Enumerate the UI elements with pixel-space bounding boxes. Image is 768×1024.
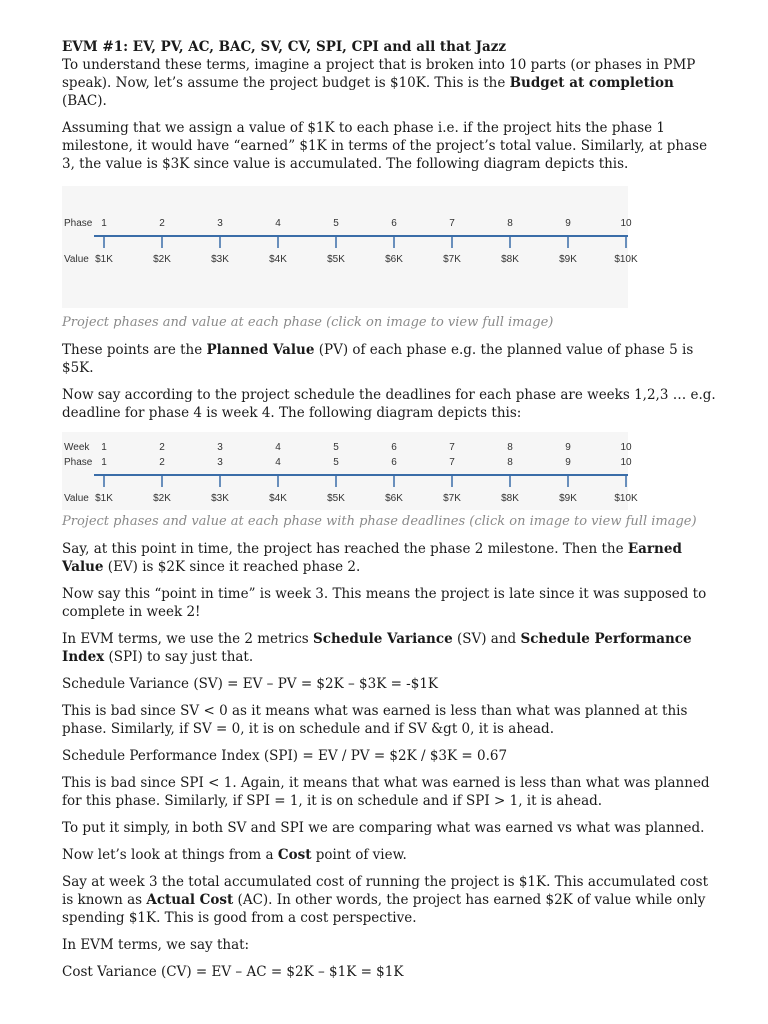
phase-number: 9 bbox=[565, 457, 571, 468]
phase-value: $6K bbox=[385, 254, 403, 265]
phase-value: $5K bbox=[327, 254, 345, 265]
phase-value: $8K bbox=[501, 254, 519, 265]
document-page bbox=[62, 38, 722, 981]
pv-paragraph bbox=[62, 341, 722, 377]
intro-line-2-post: (BAC). bbox=[62, 93, 107, 109]
pv-post: (PV) of each phase e.g. the planned value of phase 5 is $5K. bbox=[62, 342, 694, 376]
phase-number: 10 bbox=[620, 218, 632, 229]
cost-post: point of view. bbox=[311, 847, 407, 863]
ac-pre: Say at week 3 the total accumulated cost of running the project is $1K. This accumulated cost is known as bbox=[62, 874, 709, 908]
week-number: 7 bbox=[449, 442, 455, 453]
phase-value: $4K bbox=[269, 493, 287, 504]
cost-paragraph bbox=[62, 846, 722, 864]
cost-term: Cost bbox=[277, 847, 312, 863]
phase-number: 2 bbox=[159, 218, 165, 229]
phase-number: 4 bbox=[275, 457, 281, 468]
phase-number: 8 bbox=[507, 457, 513, 468]
metrics-paragraph bbox=[62, 630, 722, 666]
week-number: 3 bbox=[217, 442, 223, 453]
phase-number: 8 bbox=[507, 218, 513, 229]
week-number: 10 bbox=[620, 442, 632, 453]
phase-value: $1K bbox=[95, 254, 113, 265]
intro-line-1: To understand these terms, imagine a project that is broken into 10 parts (or phases in PMP speak). bbox=[62, 57, 696, 91]
phase-deadline-svg bbox=[62, 432, 638, 510]
phase-value: $3K bbox=[211, 254, 229, 265]
intro-paragraph bbox=[62, 56, 722, 110]
metrics-post: (SPI) to say just that. bbox=[104, 649, 254, 665]
phase-value-diagram[interactable] bbox=[62, 186, 638, 308]
phase-number: 5 bbox=[333, 457, 339, 468]
evm-say-paragraph: In EVM terms, we say that: bbox=[62, 937, 250, 953]
bac-term: Budget at completion bbox=[509, 75, 674, 91]
phase-number: 3 bbox=[217, 457, 223, 468]
week-number: 1 bbox=[101, 442, 107, 453]
phase-value: $3K bbox=[211, 493, 229, 504]
phase-value: $9K bbox=[559, 493, 577, 504]
schedule-paragraph: Now say according to the project schedule the deadlines for each phase are weeks 1,2,3 … e.g. deadline for phase 4 is week 4. The following diagram depicts this: bbox=[62, 387, 716, 421]
ac-term: Actual Cost bbox=[146, 892, 234, 908]
ev-pre: Say, at this point in time, the project has reached the phase 2 milestone. Then the bbox=[62, 541, 628, 557]
phase-deadline-diagram[interactable] bbox=[62, 432, 638, 510]
spi-term: Schedule Performance Index bbox=[62, 631, 692, 665]
ev-term: Earned Value bbox=[62, 541, 682, 575]
ac-paragraph bbox=[62, 873, 722, 927]
phase-value: $7K bbox=[443, 254, 461, 265]
sv-explanation: This is bad since SV < 0 as it means what was earned is less than what was planned at this phase. Similarly, if SV = 0, it is on schedule and if SV &gt 0, it is ahead. bbox=[62, 703, 688, 737]
phase-value: $8K bbox=[501, 493, 519, 504]
phase-row-label-2: Phase bbox=[64, 457, 93, 468]
phase-value: $2K bbox=[153, 493, 171, 504]
caption-diagram-2: Project phases and value at each phase with phase deadlines (click on image to view full image) bbox=[62, 514, 697, 529]
spi-formula: Schedule Performance Index (SPI) = EV / PV = $2K / $3K = 0.67 bbox=[62, 748, 508, 764]
phase-value: $10K bbox=[614, 493, 638, 504]
phase-number: 6 bbox=[391, 218, 397, 229]
sv-term: Schedule Variance bbox=[313, 631, 453, 647]
phase-number: 1 bbox=[101, 457, 107, 468]
week-number: 5 bbox=[333, 442, 339, 453]
phase-value: $2K bbox=[153, 254, 171, 265]
phase-value: $4K bbox=[269, 254, 287, 265]
pv-term: Planned Value bbox=[206, 342, 315, 358]
phase-number: 7 bbox=[449, 218, 455, 229]
ev-paragraph bbox=[62, 540, 722, 576]
week-row-label: Week bbox=[64, 442, 90, 453]
metrics-pre: In EVM terms, we use the 2 metrics bbox=[62, 631, 314, 647]
cv-formula: Cost Variance (CV) = EV – AC = $2K – $1K = $1K bbox=[62, 964, 404, 980]
phase-value-svg bbox=[62, 186, 638, 308]
phase-row-label: Phase bbox=[64, 218, 93, 229]
week-number: 9 bbox=[565, 442, 571, 453]
week-number: 8 bbox=[507, 442, 513, 453]
phase-value: $7K bbox=[443, 493, 461, 504]
cost-pre: Now let’s look at things from a bbox=[62, 847, 278, 863]
phase-number: 2 bbox=[159, 457, 165, 468]
phase-value: $10K bbox=[614, 254, 638, 265]
phase-value: $1K bbox=[95, 493, 113, 504]
week-number: 2 bbox=[159, 442, 165, 453]
phase-number: 5 bbox=[333, 218, 339, 229]
assume-paragraph: Assuming that we assign a value of $1K to each phase i.e. if the project hits the phase 1 milestone, it would have “earned” $1K in terms of the project’s total value. Similarly, at phase 3, the value is $3K since value is accumulated. The following diagram depicts this. bbox=[62, 120, 708, 172]
simply-paragraph: To put it simply, in both SV and SPI we are comparing what was earned vs what was planned. bbox=[62, 820, 705, 836]
phase-number: 7 bbox=[449, 457, 455, 468]
phase-value: $9K bbox=[559, 254, 577, 265]
phase-value: $6K bbox=[385, 493, 403, 504]
value-row-label: Value bbox=[64, 254, 89, 265]
metrics-mid: (SV) and bbox=[452, 631, 521, 647]
phase-number: 3 bbox=[217, 218, 223, 229]
spi-explanation: This is bad since SPI < 1. Again, it means that what was earned is less than what was planned for this phase. Similarly, if SPI = 1, it is on schedule and if SPI > 1, it is ahead. bbox=[62, 775, 710, 809]
caption-diagram-1: Project phases and value at each phase (click on image to view full image) bbox=[62, 315, 554, 330]
phase-number: 10 bbox=[620, 457, 632, 468]
phase-value: $5K bbox=[327, 493, 345, 504]
sv-formula: Schedule Variance (SV) = EV – PV = $2K – $3K = -$1K bbox=[62, 676, 439, 692]
phase-number: 9 bbox=[565, 218, 571, 229]
value-row-label-2: Value bbox=[64, 493, 89, 504]
phase-number: 4 bbox=[275, 218, 281, 229]
phase-number: 6 bbox=[391, 457, 397, 468]
week-number: 6 bbox=[391, 442, 397, 453]
pv-pre: These points are the bbox=[62, 342, 207, 358]
ev-post: (EV) is $2K since it reached phase 2. bbox=[103, 559, 361, 575]
late-paragraph: Now say this “point in time” is week 3. This means the project is late since it was supposed to complete in week 2! bbox=[62, 586, 707, 620]
intro-line-2-pre: Now, let’s assume the project budget is $10K. This is the bbox=[115, 75, 510, 91]
week-number: 4 bbox=[275, 442, 281, 453]
phase-number: 1 bbox=[101, 218, 107, 229]
article-title: EVM #1: EV, PV, AC, BAC, SV, CV, SPI, CPI and all that Jazz bbox=[62, 39, 507, 55]
ac-post: (AC). In other words, the project has earned $2K of value while only spending $1K. This is good from a cost perspective. bbox=[62, 892, 706, 926]
